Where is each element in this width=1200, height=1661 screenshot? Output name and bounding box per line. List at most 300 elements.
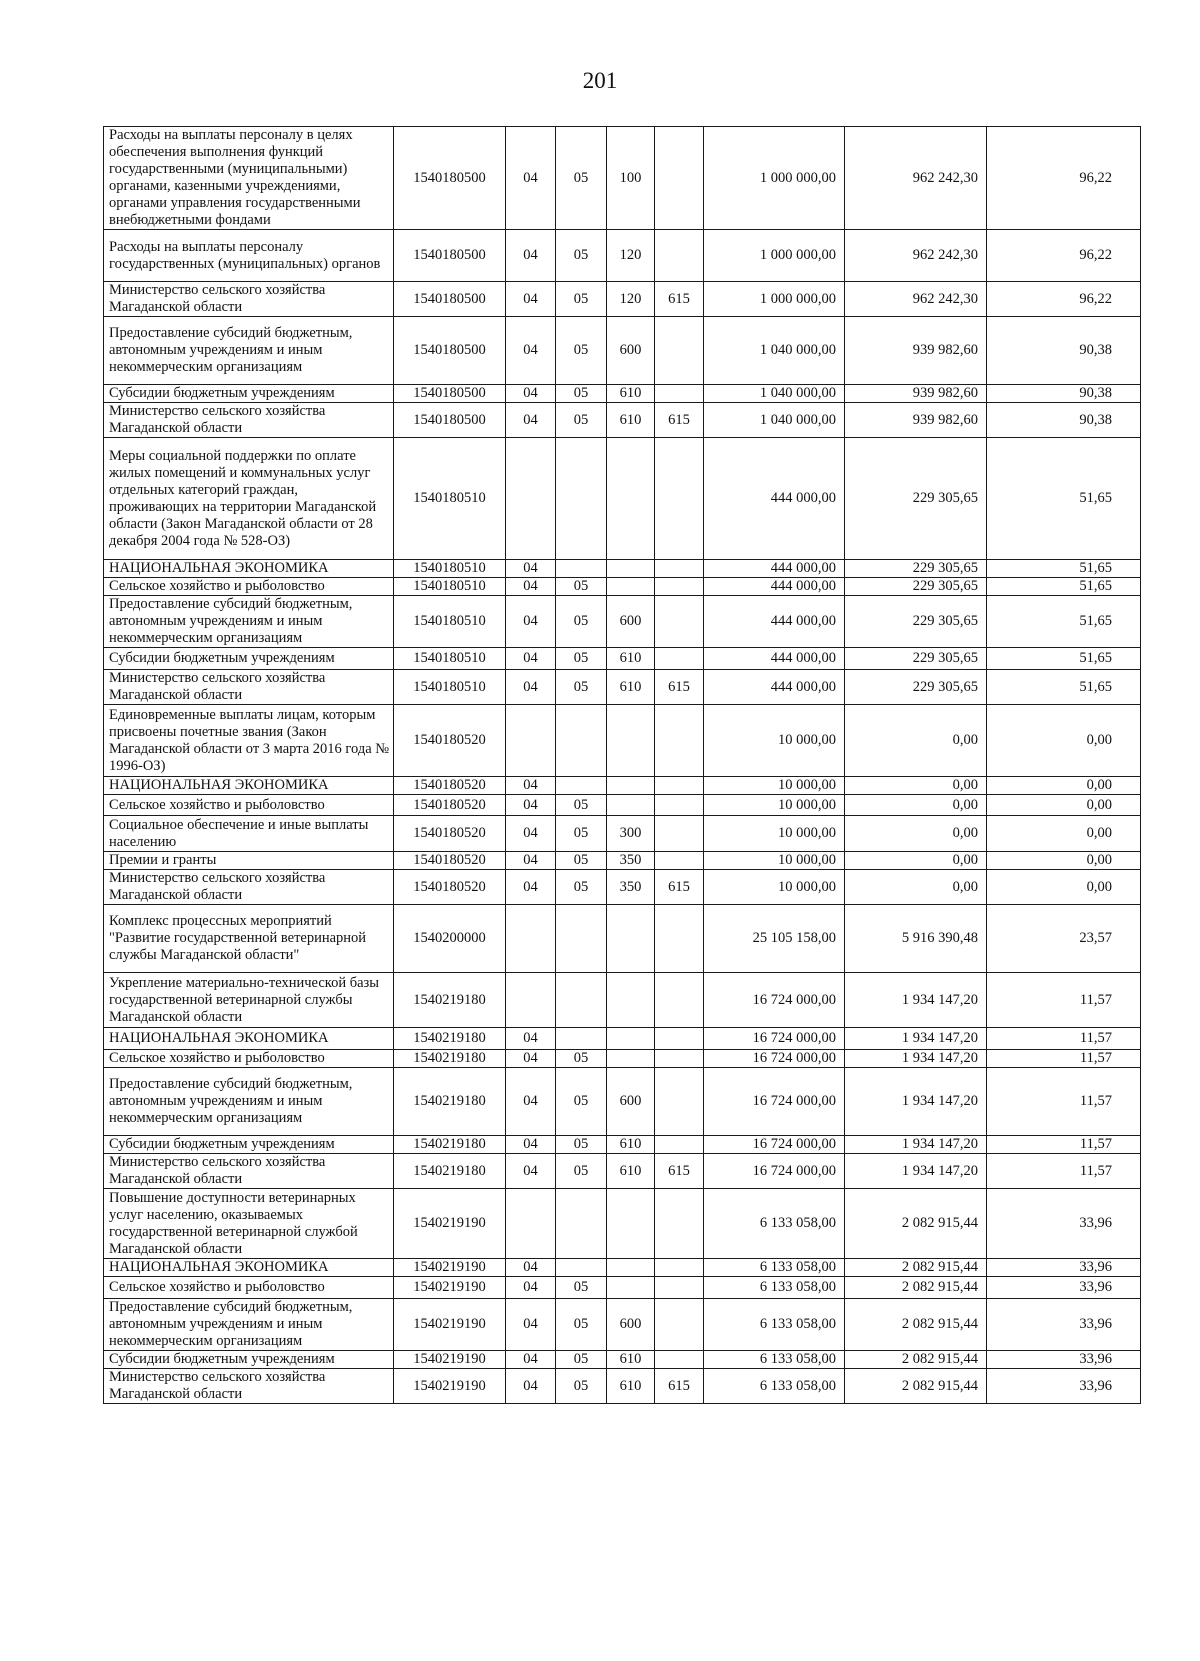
planned-amount: 16 724 000,00 bbox=[704, 1028, 845, 1050]
expense-type-code bbox=[607, 1259, 655, 1277]
expense-type-code: 610 bbox=[607, 385, 655, 403]
execution-percent: 11,57 bbox=[987, 973, 1141, 1028]
table-row bbox=[104, 596, 1141, 648]
table-row bbox=[104, 230, 1141, 282]
planned-amount: 10 000,00 bbox=[704, 852, 845, 870]
target-code: 1540180500 bbox=[394, 282, 506, 317]
expense-type-code bbox=[607, 705, 655, 777]
execution-percent: 51,65 bbox=[987, 648, 1141, 670]
row-name: Министерство сельского хозяйства Магаданской области bbox=[104, 1154, 394, 1189]
table-row bbox=[104, 1259, 1141, 1277]
section-code bbox=[506, 905, 556, 973]
section-code: 04 bbox=[506, 1068, 556, 1136]
section-code: 04 bbox=[506, 127, 556, 230]
subsection-code: 05 bbox=[556, 648, 607, 670]
subsection-code: 05 bbox=[556, 1136, 607, 1154]
expense-type-code bbox=[607, 905, 655, 973]
executed-amount: 962 242,30 bbox=[845, 127, 987, 230]
expense-type-code bbox=[607, 1189, 655, 1259]
expense-type-code: 610 bbox=[607, 648, 655, 670]
section-code: 04 bbox=[506, 560, 556, 578]
execution-percent: 51,65 bbox=[987, 560, 1141, 578]
section-code: 04 bbox=[506, 385, 556, 403]
target-code: 1540219180 bbox=[394, 1068, 506, 1136]
section-code: 04 bbox=[506, 816, 556, 852]
subsection-code: 05 bbox=[556, 852, 607, 870]
target-code: 1540219180 bbox=[394, 1136, 506, 1154]
expense-type-code: 100 bbox=[607, 127, 655, 230]
table-row bbox=[104, 1068, 1141, 1136]
subsection-code: 05 bbox=[556, 1369, 607, 1404]
subsection-code bbox=[556, 1189, 607, 1259]
subsection-code: 05 bbox=[556, 816, 607, 852]
expense-type-code bbox=[607, 438, 655, 560]
target-code: 1540219190 bbox=[394, 1259, 506, 1277]
planned-amount: 444 000,00 bbox=[704, 596, 845, 648]
section-code: 04 bbox=[506, 403, 556, 438]
row-name: Меры социальной поддержки по оплате жилых помещений и коммунальных услуг отдельных категорий граждан, проживающих на территории Магаданской области (Закон Магаданской области от 28 декабря 2004 года № 528-ОЗ) bbox=[104, 438, 394, 560]
planned-amount: 16 724 000,00 bbox=[704, 973, 845, 1028]
planned-amount: 16 724 000,00 bbox=[704, 1068, 845, 1136]
section-code: 04 bbox=[506, 578, 556, 596]
planned-amount: 444 000,00 bbox=[704, 670, 845, 705]
table-row bbox=[104, 973, 1141, 1028]
row-name: Предоставление субсидий бюджетным, автономным учреждениям и иным некоммерческим организациям bbox=[104, 1068, 394, 1136]
target-code: 1540219190 bbox=[394, 1277, 506, 1299]
administrator-code: 615 bbox=[655, 403, 704, 438]
section-code bbox=[506, 438, 556, 560]
administrator-code: 615 bbox=[655, 870, 704, 905]
expense-type-code: 610 bbox=[607, 403, 655, 438]
execution-percent: 0,00 bbox=[987, 795, 1141, 816]
target-code: 1540219180 bbox=[394, 1154, 506, 1189]
target-code: 1540219190 bbox=[394, 1369, 506, 1404]
administrator-code bbox=[655, 816, 704, 852]
executed-amount: 5 916 390,48 bbox=[845, 905, 987, 973]
execution-percent: 33,96 bbox=[987, 1277, 1141, 1299]
executed-amount: 2 082 915,44 bbox=[845, 1277, 987, 1299]
planned-amount: 16 724 000,00 bbox=[704, 1136, 845, 1154]
administrator-code bbox=[655, 777, 704, 795]
expense-type-code: 350 bbox=[607, 870, 655, 905]
planned-amount: 16 724 000,00 bbox=[704, 1154, 845, 1189]
administrator-code bbox=[655, 648, 704, 670]
executed-amount: 1 934 147,20 bbox=[845, 1154, 987, 1189]
execution-percent: 23,57 bbox=[987, 905, 1141, 973]
expense-type-code: 300 bbox=[607, 816, 655, 852]
table-row bbox=[104, 560, 1141, 578]
row-name: Министерство сельского хозяйства Магаданской области bbox=[104, 870, 394, 905]
planned-amount: 444 000,00 bbox=[704, 438, 845, 560]
expense-type-code: 610 bbox=[607, 670, 655, 705]
subsection-code: 05 bbox=[556, 795, 607, 816]
planned-amount: 444 000,00 bbox=[704, 560, 845, 578]
table-row bbox=[104, 1154, 1141, 1189]
subsection-code: 05 bbox=[556, 1154, 607, 1189]
administrator-code bbox=[655, 1028, 704, 1050]
executed-amount: 0,00 bbox=[845, 870, 987, 905]
executed-amount: 229 305,65 bbox=[845, 438, 987, 560]
target-code: 1540180500 bbox=[394, 385, 506, 403]
row-name: Сельское хозяйство и рыболовство bbox=[104, 1050, 394, 1068]
executed-amount: 939 982,60 bbox=[845, 317, 987, 385]
row-name: Социальное обеспечение и иные выплаты населению bbox=[104, 816, 394, 852]
section-code bbox=[506, 705, 556, 777]
planned-amount: 444 000,00 bbox=[704, 578, 845, 596]
planned-amount: 25 105 158,00 bbox=[704, 905, 845, 973]
section-code: 04 bbox=[506, 1299, 556, 1351]
execution-percent: 51,65 bbox=[987, 670, 1141, 705]
executed-amount: 1 934 147,20 bbox=[845, 1068, 987, 1136]
executed-amount: 939 982,60 bbox=[845, 403, 987, 438]
subsection-code: 05 bbox=[556, 282, 607, 317]
execution-percent: 0,00 bbox=[987, 852, 1141, 870]
row-name: Министерство сельского хозяйства Магаданской области bbox=[104, 282, 394, 317]
table-row bbox=[104, 438, 1141, 560]
table-row bbox=[104, 1351, 1141, 1369]
planned-amount: 10 000,00 bbox=[704, 777, 845, 795]
row-name: Расходы на выплаты персоналу в целях обеспечения выполнения функций государственными (муниципальными) органами, казенными учреждениями, органами управления государственными внебюджетными фондами bbox=[104, 127, 394, 230]
row-name: Сельское хозяйство и рыболовство bbox=[104, 795, 394, 816]
administrator-code bbox=[655, 1299, 704, 1351]
row-name: Субсидии бюджетным учреждениям bbox=[104, 1136, 394, 1154]
administrator-code: 615 bbox=[655, 1369, 704, 1404]
target-code: 1540180520 bbox=[394, 705, 506, 777]
planned-amount: 6 133 058,00 bbox=[704, 1277, 845, 1299]
section-code: 04 bbox=[506, 777, 556, 795]
executed-amount: 962 242,30 bbox=[845, 230, 987, 282]
administrator-code bbox=[655, 317, 704, 385]
administrator-code bbox=[655, 1068, 704, 1136]
planned-amount: 1 000 000,00 bbox=[704, 127, 845, 230]
subsection-code bbox=[556, 777, 607, 795]
administrator-code bbox=[655, 385, 704, 403]
planned-amount: 1 040 000,00 bbox=[704, 385, 845, 403]
section-code: 04 bbox=[506, 1050, 556, 1068]
planned-amount: 10 000,00 bbox=[704, 705, 845, 777]
target-code: 1540219190 bbox=[394, 1189, 506, 1259]
expense-type-code bbox=[607, 795, 655, 816]
target-code: 1540180520 bbox=[394, 852, 506, 870]
target-code: 1540180510 bbox=[394, 438, 506, 560]
administrator-code bbox=[655, 795, 704, 816]
administrator-code bbox=[655, 438, 704, 560]
target-code: 1540219190 bbox=[394, 1351, 506, 1369]
expense-type-code: 610 bbox=[607, 1351, 655, 1369]
execution-percent: 51,65 bbox=[987, 578, 1141, 596]
subsection-code: 05 bbox=[556, 230, 607, 282]
row-name: НАЦИОНАЛЬНАЯ ЭКОНОМИКА bbox=[104, 777, 394, 795]
target-code: 1540200000 bbox=[394, 905, 506, 973]
section-code bbox=[506, 973, 556, 1028]
execution-percent: 51,65 bbox=[987, 438, 1141, 560]
table-row bbox=[104, 852, 1141, 870]
section-code: 04 bbox=[506, 317, 556, 385]
subsection-code bbox=[556, 705, 607, 777]
subsection-code: 05 bbox=[556, 670, 607, 705]
execution-percent: 33,96 bbox=[987, 1299, 1141, 1351]
planned-amount: 16 724 000,00 bbox=[704, 1050, 845, 1068]
row-name: Министерство сельского хозяйства Магаданской области bbox=[104, 1369, 394, 1404]
execution-percent: 96,22 bbox=[987, 127, 1141, 230]
target-code: 1540180500 bbox=[394, 127, 506, 230]
section-code: 04 bbox=[506, 648, 556, 670]
row-name: Субсидии бюджетным учреждениям bbox=[104, 648, 394, 670]
subsection-code bbox=[556, 905, 607, 973]
subsection-code bbox=[556, 973, 607, 1028]
row-name: Сельское хозяйство и рыболовство bbox=[104, 1277, 394, 1299]
administrator-code bbox=[655, 1136, 704, 1154]
target-code: 1540219190 bbox=[394, 1299, 506, 1351]
row-name: Министерство сельского хозяйства Магаданской области bbox=[104, 670, 394, 705]
row-name: Предоставление субсидий бюджетным, автономным учреждениям и иным некоммерческим организациям bbox=[104, 317, 394, 385]
table-row bbox=[104, 127, 1141, 230]
subsection-code: 05 bbox=[556, 596, 607, 648]
row-name: Повышение доступности ветеринарных услуг населению, оказываемых государственной ветеринарной службой Магаданской области bbox=[104, 1189, 394, 1259]
row-name: Комплекс процессных мероприятий "Развитие государственной ветеринарной службы Магаданской области" bbox=[104, 905, 394, 973]
executed-amount: 0,00 bbox=[845, 705, 987, 777]
execution-percent: 33,96 bbox=[987, 1189, 1141, 1259]
execution-percent: 90,38 bbox=[987, 317, 1141, 385]
target-code: 1540180500 bbox=[394, 317, 506, 385]
subsection-code: 05 bbox=[556, 127, 607, 230]
expense-type-code bbox=[607, 973, 655, 1028]
target-code: 1540180510 bbox=[394, 648, 506, 670]
expense-type-code: 600 bbox=[607, 1068, 655, 1136]
table-row bbox=[104, 816, 1141, 852]
target-code: 1540219180 bbox=[394, 1050, 506, 1068]
planned-amount: 1 040 000,00 bbox=[704, 317, 845, 385]
executed-amount: 1 934 147,20 bbox=[845, 973, 987, 1028]
planned-amount: 6 133 058,00 bbox=[704, 1259, 845, 1277]
executed-amount: 0,00 bbox=[845, 852, 987, 870]
budget-table bbox=[103, 126, 1141, 1404]
table-row bbox=[104, 317, 1141, 385]
expense-type-code: 600 bbox=[607, 596, 655, 648]
section-code: 04 bbox=[506, 1136, 556, 1154]
row-name: Предоставление субсидий бюджетным, автономным учреждениям и иным некоммерческим организациям bbox=[104, 596, 394, 648]
executed-amount: 2 082 915,44 bbox=[845, 1351, 987, 1369]
execution-percent: 90,38 bbox=[987, 403, 1141, 438]
executed-amount: 939 982,60 bbox=[845, 385, 987, 403]
execution-percent: 11,57 bbox=[987, 1028, 1141, 1050]
target-code: 1540180520 bbox=[394, 795, 506, 816]
execution-percent: 33,96 bbox=[987, 1351, 1141, 1369]
table-row bbox=[104, 1050, 1141, 1068]
expense-type-code bbox=[607, 1277, 655, 1299]
subsection-code: 05 bbox=[556, 1050, 607, 1068]
section-code: 04 bbox=[506, 1154, 556, 1189]
section-code: 04 bbox=[506, 230, 556, 282]
subsection-code: 05 bbox=[556, 870, 607, 905]
subsection-code: 05 bbox=[556, 317, 607, 385]
executed-amount: 229 305,65 bbox=[845, 560, 987, 578]
planned-amount: 6 133 058,00 bbox=[704, 1369, 845, 1404]
planned-amount: 1 000 000,00 bbox=[704, 282, 845, 317]
row-name: Субсидии бюджетным учреждениям bbox=[104, 385, 394, 403]
expense-type-code: 600 bbox=[607, 317, 655, 385]
table-row bbox=[104, 870, 1141, 905]
table-row bbox=[104, 670, 1141, 705]
planned-amount: 10 000,00 bbox=[704, 795, 845, 816]
execution-percent: 11,57 bbox=[987, 1154, 1141, 1189]
executed-amount: 2 082 915,44 bbox=[845, 1259, 987, 1277]
section-code: 04 bbox=[506, 852, 556, 870]
execution-percent: 33,96 bbox=[987, 1369, 1141, 1404]
table-row bbox=[104, 905, 1141, 973]
target-code: 1540219180 bbox=[394, 1028, 506, 1050]
target-code: 1540219180 bbox=[394, 973, 506, 1028]
table-row bbox=[104, 282, 1141, 317]
section-code: 04 bbox=[506, 596, 556, 648]
subsection-code: 05 bbox=[556, 385, 607, 403]
executed-amount: 1 934 147,20 bbox=[845, 1136, 987, 1154]
target-code: 1540180510 bbox=[394, 560, 506, 578]
table-row bbox=[104, 578, 1141, 596]
planned-amount: 10 000,00 bbox=[704, 870, 845, 905]
executed-amount: 229 305,65 bbox=[845, 578, 987, 596]
subsection-code: 05 bbox=[556, 1277, 607, 1299]
section-code: 04 bbox=[506, 670, 556, 705]
page-number: 201 bbox=[582, 68, 618, 93]
executed-amount: 229 305,65 bbox=[845, 648, 987, 670]
table-row bbox=[104, 1299, 1141, 1351]
section-code: 04 bbox=[506, 1351, 556, 1369]
section-code: 04 bbox=[506, 1028, 556, 1050]
expense-type-code: 120 bbox=[607, 230, 655, 282]
section-code: 04 bbox=[506, 1369, 556, 1404]
administrator-code bbox=[655, 1277, 704, 1299]
row-name: Субсидии бюджетным учреждениям bbox=[104, 1351, 394, 1369]
execution-percent: 51,65 bbox=[987, 596, 1141, 648]
row-name: Сельское хозяйство и рыболовство bbox=[104, 578, 394, 596]
target-code: 1540180520 bbox=[394, 816, 506, 852]
execution-percent: 33,96 bbox=[987, 1259, 1141, 1277]
budget-table-body bbox=[104, 127, 1141, 1404]
table-row bbox=[104, 1189, 1141, 1259]
section-code: 04 bbox=[506, 282, 556, 317]
administrator-code bbox=[655, 596, 704, 648]
execution-percent: 96,22 bbox=[987, 230, 1141, 282]
row-name: НАЦИОНАЛЬНАЯ ЭКОНОМИКА bbox=[104, 1259, 394, 1277]
administrator-code bbox=[655, 230, 704, 282]
table-row bbox=[104, 1277, 1141, 1299]
table-row bbox=[104, 1369, 1141, 1404]
row-name: НАЦИОНАЛЬНАЯ ЭКОНОМИКА bbox=[104, 1028, 394, 1050]
execution-percent: 96,22 bbox=[987, 282, 1141, 317]
execution-percent: 0,00 bbox=[987, 816, 1141, 852]
target-code: 1540180510 bbox=[394, 670, 506, 705]
administrator-code bbox=[655, 127, 704, 230]
subsection-code bbox=[556, 560, 607, 578]
planned-amount: 444 000,00 bbox=[704, 648, 845, 670]
subsection-code: 05 bbox=[556, 1299, 607, 1351]
subsection-code: 05 bbox=[556, 1351, 607, 1369]
row-name: Укрепление материально-технической базы государственной ветеринарной службы Магаданской области bbox=[104, 973, 394, 1028]
administrator-code bbox=[655, 578, 704, 596]
section-code: 04 bbox=[506, 1259, 556, 1277]
executed-amount: 962 242,30 bbox=[845, 282, 987, 317]
executed-amount: 229 305,65 bbox=[845, 596, 987, 648]
administrator-code bbox=[655, 1259, 704, 1277]
administrator-code: 615 bbox=[655, 1154, 704, 1189]
administrator-code bbox=[655, 1050, 704, 1068]
table-row bbox=[104, 1136, 1141, 1154]
planned-amount: 10 000,00 bbox=[704, 816, 845, 852]
subsection-code: 05 bbox=[556, 1068, 607, 1136]
table-row bbox=[104, 1028, 1141, 1050]
expense-type-code: 350 bbox=[607, 852, 655, 870]
administrator-code bbox=[655, 1189, 704, 1259]
executed-amount: 1 934 147,20 bbox=[845, 1028, 987, 1050]
expense-type-code bbox=[607, 1028, 655, 1050]
target-code: 1540180510 bbox=[394, 596, 506, 648]
subsection-code bbox=[556, 438, 607, 560]
execution-percent: 11,57 bbox=[987, 1136, 1141, 1154]
target-code: 1540180510 bbox=[394, 578, 506, 596]
executed-amount: 0,00 bbox=[845, 816, 987, 852]
planned-amount: 6 133 058,00 bbox=[704, 1299, 845, 1351]
planned-amount: 1 000 000,00 bbox=[704, 230, 845, 282]
row-name: Единовременные выплаты лицам, которым присвоены почетные звания (Закон Магаданской области от 3 марта 2016 года № 1996-ОЗ) bbox=[104, 705, 394, 777]
expense-type-code: 120 bbox=[607, 282, 655, 317]
executed-amount: 0,00 bbox=[845, 777, 987, 795]
expense-type-code: 600 bbox=[607, 1299, 655, 1351]
planned-amount: 1 040 000,00 bbox=[704, 403, 845, 438]
section-code: 04 bbox=[506, 870, 556, 905]
table-row bbox=[104, 403, 1141, 438]
expense-type-code: 610 bbox=[607, 1369, 655, 1404]
subsection-code: 05 bbox=[556, 578, 607, 596]
administrator-code bbox=[655, 1351, 704, 1369]
administrator-code: 615 bbox=[655, 282, 704, 317]
section-code: 04 bbox=[506, 795, 556, 816]
execution-percent: 90,38 bbox=[987, 385, 1141, 403]
execution-percent: 0,00 bbox=[987, 705, 1141, 777]
table-row bbox=[104, 705, 1141, 777]
planned-amount: 6 133 058,00 bbox=[704, 1189, 845, 1259]
administrator-code bbox=[655, 973, 704, 1028]
row-name: Премии и гранты bbox=[104, 852, 394, 870]
administrator-code: 615 bbox=[655, 670, 704, 705]
table-row bbox=[104, 648, 1141, 670]
table-row bbox=[104, 385, 1141, 403]
row-name: НАЦИОНАЛЬНАЯ ЭКОНОМИКА bbox=[104, 560, 394, 578]
executed-amount: 2 082 915,44 bbox=[845, 1299, 987, 1351]
subsection-code: 05 bbox=[556, 403, 607, 438]
planned-amount: 6 133 058,00 bbox=[704, 1351, 845, 1369]
execution-percent: 0,00 bbox=[987, 870, 1141, 905]
expense-type-code: 610 bbox=[607, 1136, 655, 1154]
expense-type-code bbox=[607, 1050, 655, 1068]
target-code: 1540180500 bbox=[394, 403, 506, 438]
execution-percent: 11,57 bbox=[987, 1068, 1141, 1136]
executed-amount: 2 082 915,44 bbox=[845, 1369, 987, 1404]
section-code: 04 bbox=[506, 1277, 556, 1299]
expense-type-code: 610 bbox=[607, 1154, 655, 1189]
executed-amount: 0,00 bbox=[845, 795, 987, 816]
target-code: 1540180520 bbox=[394, 777, 506, 795]
executed-amount: 229 305,65 bbox=[845, 670, 987, 705]
table-row bbox=[104, 777, 1141, 795]
subsection-code bbox=[556, 1259, 607, 1277]
table-row bbox=[104, 795, 1141, 816]
row-name: Предоставление субсидий бюджетным, автономным учреждениям и иным некоммерческим организациям bbox=[104, 1299, 394, 1351]
administrator-code bbox=[655, 905, 704, 973]
target-code: 1540180500 bbox=[394, 230, 506, 282]
expense-type-code bbox=[607, 578, 655, 596]
row-name: Расходы на выплаты персоналу государственных (муниципальных) органов bbox=[104, 230, 394, 282]
